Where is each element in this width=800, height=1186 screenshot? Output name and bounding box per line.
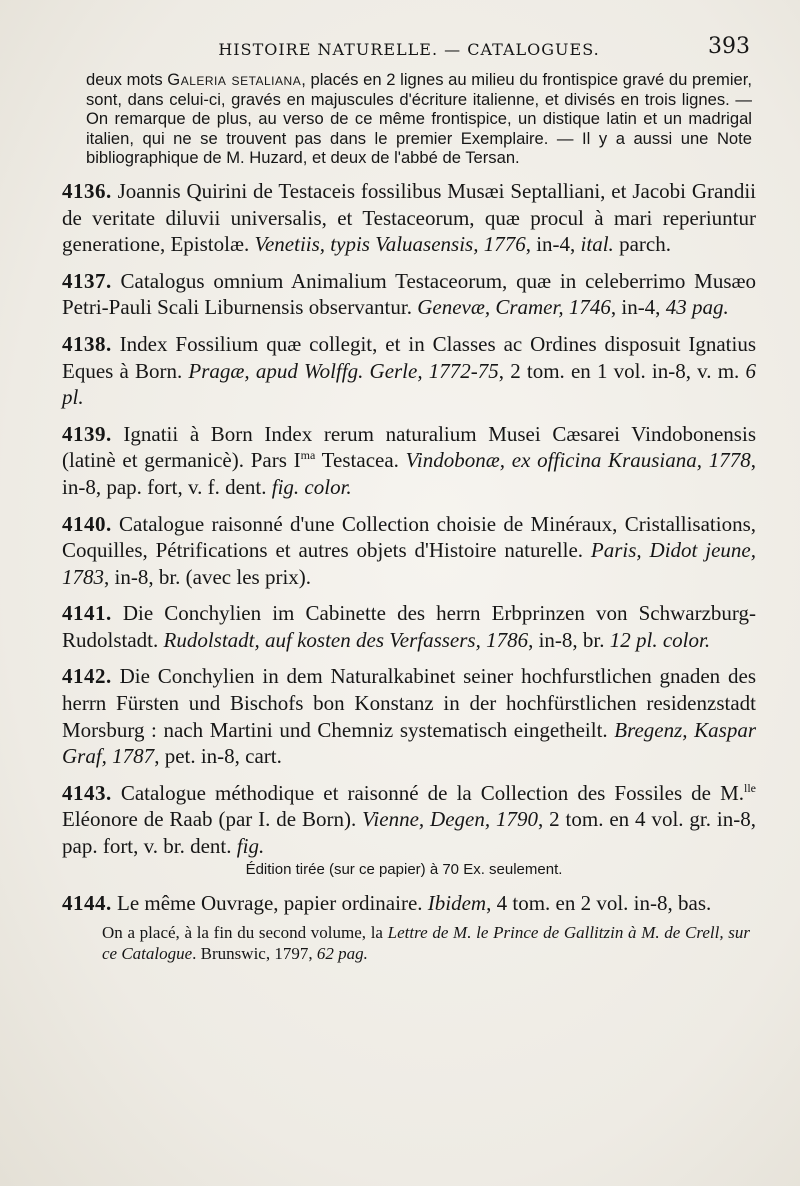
entry-number: 4137. [62,268,112,293]
catalogue-entry-4137: 4137. Catalogus omnium Animalium Testaceorum, quæ in celeberrimo Musæo Petri-Pauli Scali Liburnensis observantur. Genevæ, Cramer, 1746, in-4, 43 pag. [62,268,756,320]
catalogue-entry-4138: 4138. Index Fossilium quæ collegit, et in Classes ac Ordines disposuit Ignatius Eques à Born. Pragæ, apud Wolffg. Gerle, 1772-75, 2 tom. en 1 vol. in-8, v. m. 6 pl. [62,331,756,410]
entry-imprint: Venetiis, typis Valuasensis, 1776 [254,232,526,257]
intro-note: deux mots Galeria setaliana, placés en 2 lignes au milieu du frontispice gravé du premier, sont, dans celui-ci, gravés en majuscules d'écriture italienne, et divisés en trois lignes. — On remarque de plus, au verso de ce même frontispice, un distique latin et un madrigal italien, qui ne se trouvent pas dans le premier Exemplaire. — Il y a aussi une Note bibliographique de M. Huzard, et deux de l'abbé de Tersan. [86,70,752,168]
entry-number: 4143. [62,780,112,805]
running-title: HISTOIRE NATURELLE. — CATALOGUES. [218,40,600,59]
galeria-setaliana: Galeria setaliana [167,70,302,89]
catalogue-entry-4140: 4140. Catalogue raisonné d'une Collection choisie de Minéraux, Cristallisations, Coquilles, Pétrifications et autres objets d'Histoire naturelle. Paris, Didot jeune, 1783, in-8, br. (avec les prix). [62,511,756,589]
entry-imprint: Bregenz, Kaspar Graf, 1787 [62,717,757,769]
entry-imprint: Genevæ, Cramer, 1746 [417,295,611,320]
entry-number: 4142. [62,664,112,689]
catalogue-entry-4143: 4143. Catalogue méthodique et raisonné de la Collection des Fossiles de M.$^{lle}$ Eléonore de Raab (par I. de Born). Vienne, Degen, 1790, 2 tom. en 4 vol. gr. in-8, pap. fort, v. br. dent. fig. [62,780,756,859]
catalogue-entry-4144: 4144. Le même Ouvrage, papier ordinaire. Ibidem, 4 tom. en 2 vol. in-8, bas. [62,890,712,915]
entry-number: 4139. [62,421,112,446]
entry-number: 4144. [62,890,112,915]
catalogue-entry-4141: 4141. Die Conchylien im Cabinette des herrn Erbprinzen von Schwarzburg-Rudolstadt. Rudolstadt, auf kosten des Verfassers, 1786, in-8, br. 12 pl. color. [62,601,756,652]
entry-number: 4141. [62,601,112,626]
catalogue-entry-4139: 4139. Ignatii à Born Index rerum naturalium Musei Cæsarei Vindobonensis (latinè et germanicè). Pars $I^{ma}$ Testacea. Vindobonæ, ex officina Krausiana, 1778, in-8, pap. fort, v. f. dent. fig. color. [62,421,756,499]
entry-imprint: Vienne, Degen, 1790 [362,807,538,832]
closing-note: On a placé, à la fin du second volume, la Lettre de M. le Prince de Gallitzin à M. de Crell, sur ce Catalogue. Brunswic, 1797, 62 pag. [102,923,750,964]
entry-note-4143: Édition tirée (sur ce papier) à 70 Ex. seulement. [245,860,563,878]
entry-imprint: Vindobonæ, ex officina Krausiana, 1778 [405,448,751,473]
entry-imprint: Paris, Didot jeune, 1783 [62,538,756,589]
entry-number: 4138. [62,331,112,356]
page-number: 393 [708,34,750,59]
catalogue-entry-4142: 4142. Die Conchylien in dem Naturalkabinet seiner hochfurstlichen gnaden des herrn Fürsten und Bischofs bon Konstanz in der hochfürstlichen residenzstadt Morsburg : nach Martini und Chemniz systematisch eingetheilt. Bregenz, Kaspar Graf, 1787, pet. in-8, cart. [62,664,757,769]
catalogue-entry-4136: 4136. Joannis Quirini de Testaceis fossilibus Musæi Septalliani, et Jacobi Grandii de veritate diluvii universalis, et Testaceorum, quæ procul à mari reperiuntur generatione, Epistolæ. Venetiis, typis Valuasensis, 1776, in-4, ital. parch. [62,178,756,257]
entry-imprint: Rudolstadt, auf kosten des Verfassers, 1786 [163,627,529,652]
running-head [62,34,756,68]
entry-imprint: Ibidem [427,890,487,915]
entry-number: 4136. [62,178,112,203]
entry-number: 4140. [62,511,112,536]
entry-imprint: Pragæ, apud Wolffg. Gerle, 1772-75 [188,358,499,383]
